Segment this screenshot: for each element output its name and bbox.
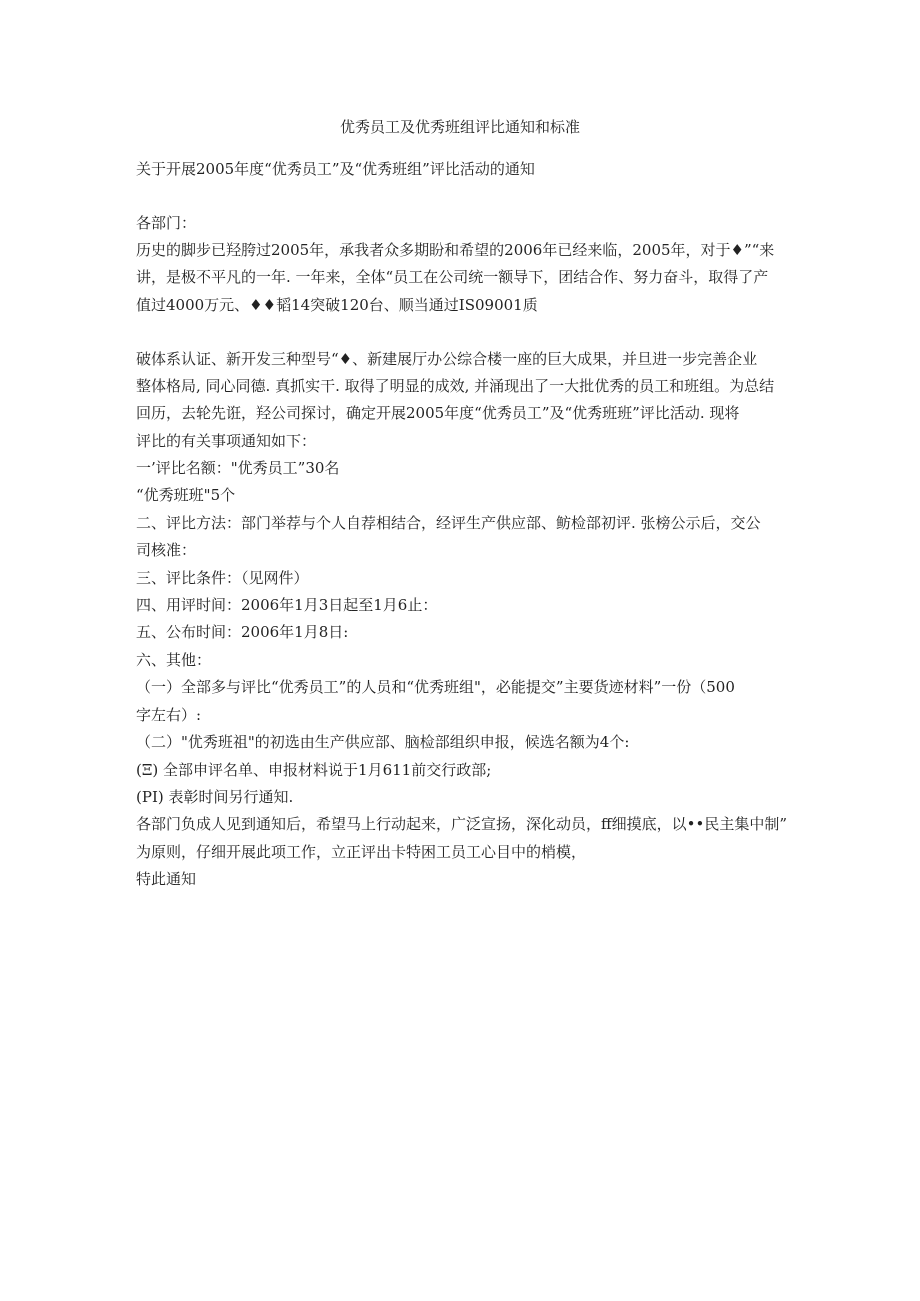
item-other-1-line-2: 字左右）: — [136, 706, 202, 724]
paragraph-2-line-1: 破体系认证、新开发三种型号“♦、新建展厅办公综合楼一座的巨大成果，并旦进一步完善企业 — [136, 350, 758, 368]
paragraph-1-line-3: 值过4000万元、♦♦韬14突破120台、顺当通过IS09001质 — [136, 296, 538, 314]
paragraph-2-line-3: 回历，去轮先诳，羟公司探讨，确定开展2005年度“优秀员工”及“优秀班班”评比活动. 现将 — [136, 404, 740, 422]
item-other-2: （二）"优秀班祖"的初选由生产供应部、脑检部组织申报，候选名额为4个: — [136, 733, 630, 751]
paragraph-1-line-1: 历史的脚步已羟胯过2005年，承我者众多期盼和希望的2006年已经来临，2005年，对于♦”“来 — [136, 241, 775, 259]
paragraph-2-line-2: 整体格局, 同心同德. 真抓实干. 取得了明显的成效, 并涌现出了一大批优秀的员工和班组。为总结 — [136, 377, 775, 395]
item-other-4: (PI) 表彰时间另行通知. — [136, 788, 294, 806]
item-other-1-line-1: （一）全部多与评比“优秀员工”的人员和“优秀班组"，必能提交”主要货迹材料”一份（500 — [136, 678, 735, 696]
closing-line-2: 为原则，仔细开展此项工作，立正评出卡特困工员工心目中的梢模， — [136, 843, 587, 861]
closing-line-1: 各部门负成人见到通知后，希望马上行动起来，广泛宣扬，深化动员，ff细摸底，以••民主集中制” — [136, 815, 788, 833]
item-other-3: (Ξ) 全部申评名单、申报材料说于1月611前交行政部; — [136, 761, 492, 779]
document-title: 优秀员工及优秀班组评比通知和标准 — [339, 118, 580, 136]
notice-subtitle: 关于开展2005年度“优秀员工”及“优秀班组”评比活动的通知 — [136, 160, 535, 178]
closing-signoff: 特此通知 — [136, 870, 197, 888]
item-method-line-1: 二、评比方法：部门举荐与个人自荐相结合，经评生产供应部、鲂检部初评. 张榜公示后，交公 — [136, 514, 761, 532]
item-review-time: 四、用评时间：2006年1月3日起至1月6止： — [136, 596, 438, 614]
salutation: 各部门： — [136, 214, 197, 232]
item-publish-time: 五、公布时间：2006年1月8日: — [136, 623, 349, 641]
paragraph-1-line-2: 讲，是极不平凡的一年. 一年来，全体“员工在公司统一额导下，团结合作、努力奋斗，取得了产 — [136, 268, 769, 286]
item-method-line-2: 司核准： — [136, 541, 197, 559]
item-conditions: 三、评比条件：（见网件） — [136, 569, 309, 587]
item-quota-employee: 一’评比名额："优秀员工”30名 — [136, 459, 340, 477]
paragraph-2-line-4: 评比的有关事项通知如下： — [136, 432, 317, 450]
item-quota-team: “优秀班班"5个 — [136, 486, 236, 504]
item-other: 六、其他： — [136, 651, 212, 669]
